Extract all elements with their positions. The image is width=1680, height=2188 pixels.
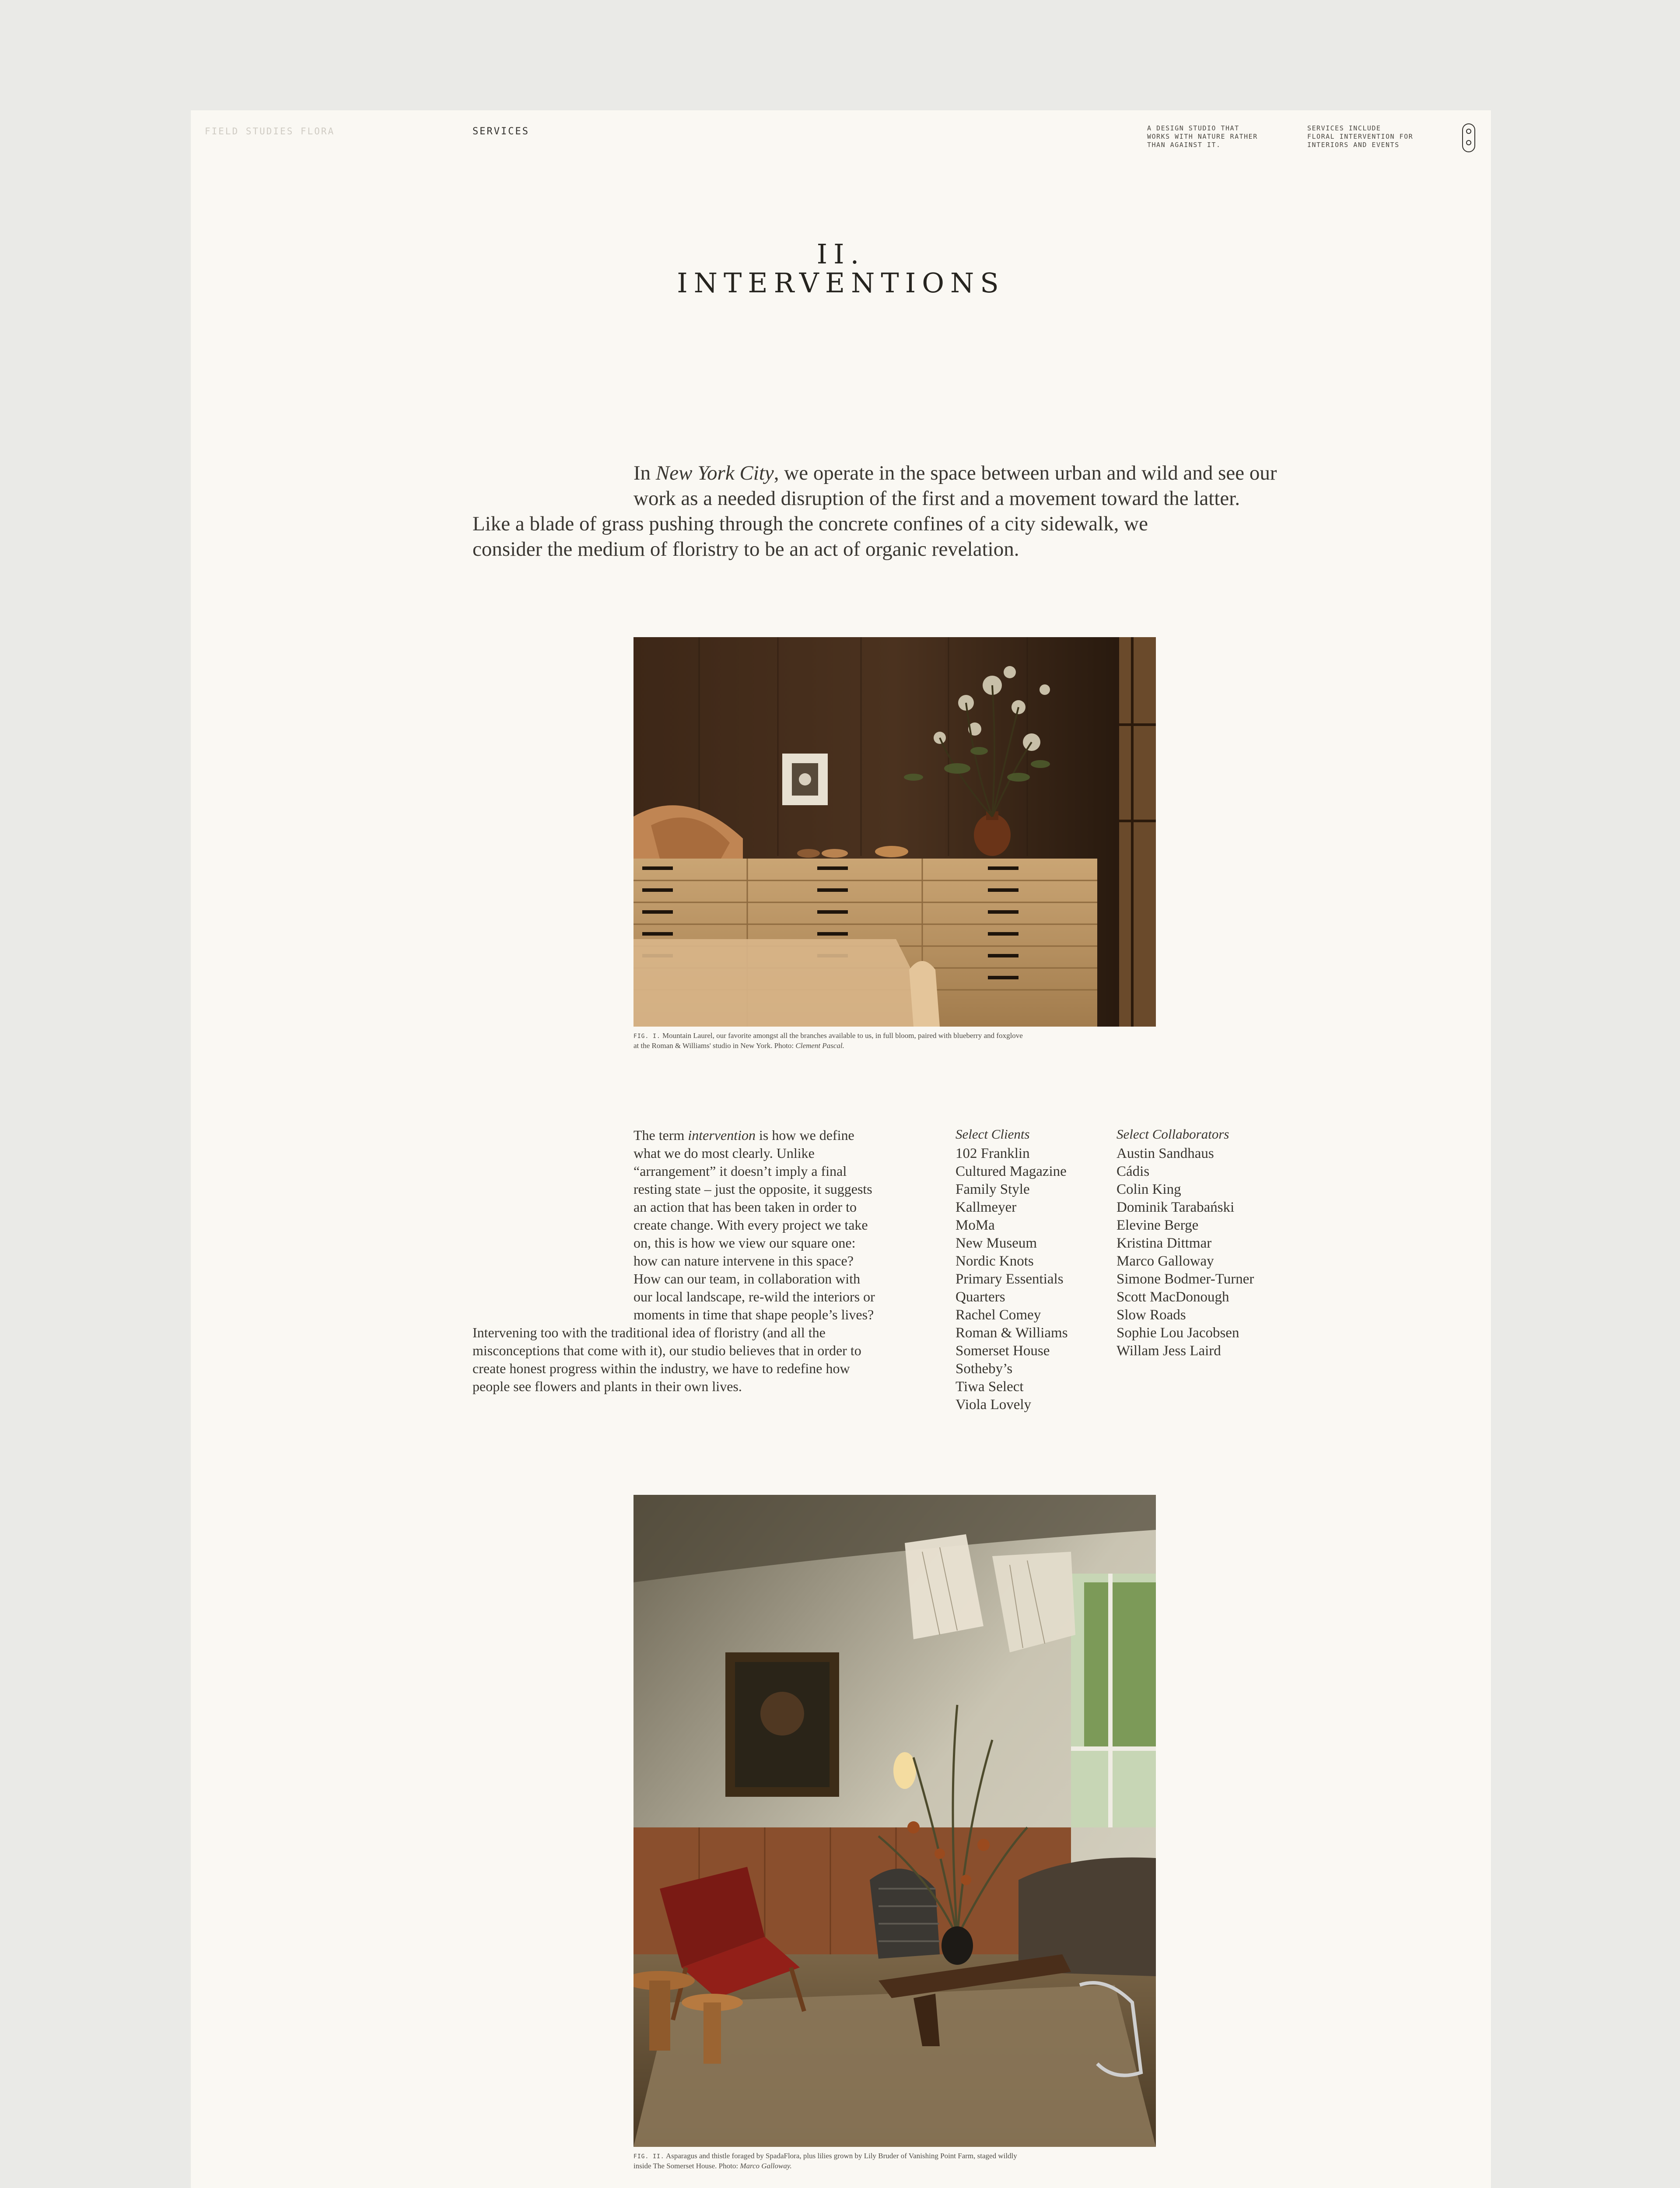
list-item: Sotheby’s bbox=[956, 1361, 1013, 1377]
list-item: Kallmeyer bbox=[956, 1199, 1017, 1215]
intro-text: The term intervention is how we define what we do most clearly. Unlike “arrangement” it doesn’t imply a final resting state – just the opposite, it suggests an action that has been taken in order to create change. With every project we take on, this is how we view our square one: how can nature intervene in this space? How can our team, in collaboration with our local landscape, re-wild the interiors or moments in time that shape people’s lives? Intervening too with the traditional idea of floristry (and all the misconceptions that come with it), our studio believes that in order to create honest progress within the industry, we have to redefine how people see flowers and plants in their own lives. bbox=[472, 1127, 875, 1394]
figure-1-photo bbox=[634, 637, 1156, 1027]
list-item: MoMa bbox=[956, 1217, 995, 1233]
list-item: Quarters bbox=[956, 1289, 1005, 1305]
list-item: Austin Sandhaus bbox=[1116, 1146, 1214, 1161]
collaborators-heading: Select Collaborators bbox=[1116, 1126, 1229, 1142]
list-item: New Museum bbox=[956, 1235, 1037, 1251]
services-tagline: SERVICES INCLUDE FLORAL INTERVENTION FOR INTERIORS AND EVENTS bbox=[1307, 124, 1414, 149]
studio-tagline: A DESIGN STUDIO THAT WORKS WITH NATURE RATHER THAN AGAINST IT. bbox=[1147, 124, 1258, 149]
list-item: Tiwa Select bbox=[956, 1379, 1024, 1395]
list-item: Kristina Dittmar bbox=[1116, 1235, 1212, 1251]
figure-1-caption: FIG. I. Mountain Laurel, our favorite amongst all the branches available to us, in full bloom, paired with blueberry and foxglove at the Roman & Williams' studio in New York. Photo: Clement Pascal. bbox=[634, 1031, 1023, 1050]
lead-city: New York City bbox=[655, 462, 774, 484]
section-number: II. bbox=[816, 238, 865, 270]
figure-1-credit: Clement Pascal. bbox=[795, 1041, 844, 1050]
clients-heading: Select Clients bbox=[956, 1126, 1030, 1142]
list-item: Somerset House bbox=[956, 1343, 1050, 1359]
figure-2-caption: FIG. II. Asparagus and thistle foraged by SpadaFlora, plus lilies grown by Lily Bruder of Vanishing Point Farm, staged wildly inside The Somerset House. Photo: Marco Galloway. bbox=[634, 2152, 1017, 2170]
list-item: Rachel Comey bbox=[956, 1307, 1041, 1323]
collaborators-list bbox=[1116, 1126, 1254, 1360]
clients-list bbox=[956, 1126, 1068, 1414]
page bbox=[191, 110, 1491, 2188]
list-item: Colin King bbox=[1116, 1182, 1181, 1197]
list-item: Cádis bbox=[1116, 1164, 1150, 1179]
list-item: Nordic Knots bbox=[956, 1253, 1034, 1269]
nav-services-link[interactable]: SERVICES bbox=[472, 126, 529, 137]
monogram-icon[interactable] bbox=[1462, 123, 1475, 152]
list-item: Roman & Williams bbox=[956, 1325, 1068, 1341]
list-item: Cultured Magazine bbox=[956, 1164, 1067, 1179]
list-item: Sophie Lou Jacobsen bbox=[1116, 1325, 1239, 1341]
figure-2-credit: Marco Galloway. bbox=[740, 2162, 792, 2170]
list-item: Dominik Tarabański bbox=[1116, 1199, 1235, 1215]
list-item: Scott MacDonough bbox=[1116, 1289, 1229, 1305]
list-item: Viola Lovely bbox=[956, 1397, 1032, 1413]
lead-paragraph: In New York City, we operate in the space between urban and wild and see our work as a needed disruption of the first and a movement toward the latter. Like a blade of grass pushing through the concrete confines of a city sidewalk, we consider the medium of floristry to be an act of organic revelation. bbox=[472, 462, 1277, 561]
list-item: Willam Jess Laird bbox=[1116, 1343, 1221, 1359]
figure-2-photo bbox=[634, 1495, 1156, 2147]
list-item: Family Style bbox=[956, 1182, 1030, 1197]
brand-link[interactable]: FIELD STUDIES FLORA bbox=[205, 126, 335, 137]
list-item: Marco Galloway bbox=[1116, 1253, 1214, 1269]
list-item: 102 Franklin bbox=[956, 1146, 1030, 1161]
section-title: INTERVENTIONS bbox=[677, 267, 1005, 299]
list-item: Primary Essentials bbox=[956, 1271, 1064, 1287]
list-item: Simone Bodmer-Turner bbox=[1116, 1271, 1254, 1287]
list-item: Elevine Berge bbox=[1116, 1217, 1199, 1233]
list-item: Slow Roads bbox=[1116, 1307, 1186, 1323]
